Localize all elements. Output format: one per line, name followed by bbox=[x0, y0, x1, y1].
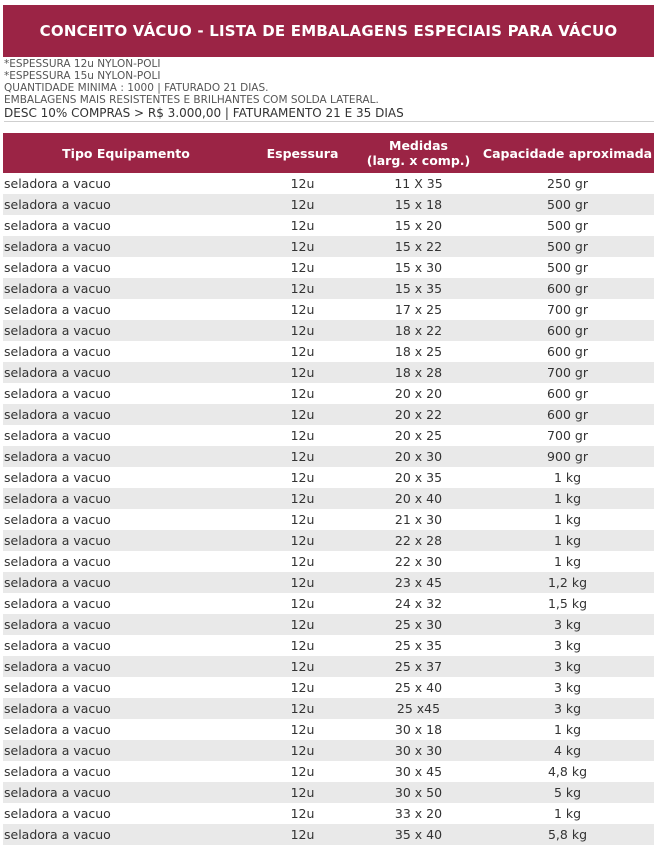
cell-equipment-type: seladora a vacuo bbox=[4, 239, 111, 254]
cell-thickness: 12u bbox=[290, 575, 315, 590]
table-row bbox=[3, 761, 654, 782]
cell-measures: 20 x 30 bbox=[394, 449, 443, 464]
cell-equipment-type: seladora a vacuo bbox=[4, 554, 111, 569]
cell-measures: 15 x 22 bbox=[394, 239, 443, 254]
cell-measures: 35 x 40 bbox=[394, 827, 443, 842]
cell-capacity: 1 kg bbox=[553, 512, 582, 527]
cell-measures: 20 x 25 bbox=[394, 428, 443, 443]
cell-measures: 18 x 25 bbox=[394, 344, 443, 359]
cell-measures: 11 X 35 bbox=[394, 176, 443, 191]
cell-thickness: 12u bbox=[290, 659, 315, 674]
cell-measures: 33 x 20 bbox=[394, 806, 443, 821]
cell-capacity: 1 kg bbox=[553, 554, 582, 569]
table-row bbox=[3, 404, 654, 425]
cell-capacity: 500 gr bbox=[547, 239, 588, 254]
table-row bbox=[3, 467, 654, 488]
cell-measures: 17 x 25 bbox=[394, 302, 443, 317]
header-thickness: Espessura bbox=[266, 145, 339, 161]
cell-equipment-type: seladora a vacuo bbox=[4, 575, 111, 590]
cell-thickness: 12u bbox=[290, 638, 315, 653]
table-row bbox=[3, 194, 654, 215]
cell-equipment-type: seladora a vacuo bbox=[4, 449, 111, 464]
table-row bbox=[3, 215, 654, 236]
cell-equipment-type: seladora a vacuo bbox=[4, 512, 111, 527]
cell-capacity: 1,2 kg bbox=[547, 575, 588, 590]
header-capacity: Capacidade aproximada bbox=[482, 145, 653, 161]
cell-thickness: 12u bbox=[290, 617, 315, 632]
cell-equipment-type: seladora a vacuo bbox=[4, 260, 111, 275]
cell-measures: 25 x 37 bbox=[394, 659, 443, 674]
table-row bbox=[3, 677, 654, 698]
cell-measures: 21 x 30 bbox=[394, 512, 443, 527]
cell-capacity: 600 gr bbox=[547, 281, 588, 296]
note-thickness-15: *ESPESSURA 15u NYLON-POLI bbox=[4, 70, 161, 82]
cell-capacity: 4 kg bbox=[553, 743, 582, 758]
cell-thickness: 12u bbox=[290, 785, 315, 800]
cell-capacity: 1 kg bbox=[553, 491, 582, 506]
cell-thickness: 12u bbox=[290, 722, 315, 737]
table-row bbox=[3, 740, 654, 761]
cell-equipment-type: seladora a vacuo bbox=[4, 680, 111, 695]
cell-thickness: 12u bbox=[290, 218, 315, 233]
cell-thickness: 12u bbox=[290, 491, 315, 506]
table-row bbox=[3, 425, 654, 446]
cell-thickness: 12u bbox=[290, 743, 315, 758]
cell-thickness: 12u bbox=[290, 533, 315, 548]
cell-thickness: 12u bbox=[290, 449, 315, 464]
cell-capacity: 600 gr bbox=[547, 323, 588, 338]
table-row bbox=[3, 593, 654, 614]
cell-thickness: 12u bbox=[290, 281, 315, 296]
cell-capacity: 900 gr bbox=[547, 449, 588, 464]
cell-equipment-type: seladora a vacuo bbox=[4, 365, 111, 380]
cell-capacity: 700 gr bbox=[547, 428, 588, 443]
cell-measures: 25 x45 bbox=[396, 701, 441, 716]
cell-capacity: 1,5 kg bbox=[547, 596, 588, 611]
cell-thickness: 12u bbox=[290, 197, 315, 212]
table-row bbox=[3, 530, 654, 551]
cell-capacity: 600 gr bbox=[547, 386, 588, 401]
cell-equipment-type: seladora a vacuo bbox=[4, 176, 111, 191]
cell-equipment-type: seladora a vacuo bbox=[4, 806, 111, 821]
cell-capacity: 600 gr bbox=[547, 407, 588, 422]
cell-capacity: 250 gr bbox=[547, 176, 588, 191]
cell-equipment-type: seladora a vacuo bbox=[4, 743, 111, 758]
cell-capacity: 700 gr bbox=[547, 365, 588, 380]
cell-equipment-type: seladora a vacuo bbox=[4, 281, 111, 296]
cell-measures: 24 x 32 bbox=[394, 596, 443, 611]
cell-thickness: 12u bbox=[290, 554, 315, 569]
header-equipment-type: Tipo Equipamento bbox=[62, 145, 190, 161]
cell-thickness: 12u bbox=[290, 512, 315, 527]
cell-capacity: 3 kg bbox=[553, 617, 582, 632]
cell-capacity: 500 gr bbox=[547, 197, 588, 212]
cell-measures: 30 x 30 bbox=[394, 743, 443, 758]
cell-measures: 30 x 18 bbox=[394, 722, 443, 737]
cell-measures: 30 x 50 bbox=[394, 785, 443, 800]
cell-equipment-type: seladora a vacuo bbox=[4, 428, 111, 443]
cell-capacity: 1 kg bbox=[553, 722, 582, 737]
cell-thickness: 12u bbox=[290, 596, 315, 611]
cell-capacity: 1 kg bbox=[553, 470, 582, 485]
cell-equipment-type: seladora a vacuo bbox=[4, 659, 111, 674]
table-row bbox=[3, 782, 654, 803]
table-row bbox=[3, 383, 654, 404]
cell-measures: 18 x 28 bbox=[394, 365, 443, 380]
cell-capacity: 5 kg bbox=[553, 785, 582, 800]
cell-measures: 18 x 22 bbox=[394, 323, 443, 338]
cell-thickness: 12u bbox=[290, 806, 315, 821]
cell-measures: 15 x 20 bbox=[394, 218, 443, 233]
cell-equipment-type: seladora a vacuo bbox=[4, 344, 111, 359]
table-body bbox=[3, 173, 654, 845]
cell-equipment-type: seladora a vacuo bbox=[4, 827, 111, 842]
table-row bbox=[3, 446, 654, 467]
note-packaging-features: EMBALAGENS MAIS RESISTENTES E BRILHANTES COM SOLDA LATERAL. bbox=[4, 94, 379, 106]
table-row bbox=[3, 719, 654, 740]
table-row bbox=[3, 362, 654, 383]
cell-measures: 20 x 20 bbox=[394, 386, 443, 401]
cell-equipment-type: seladora a vacuo bbox=[4, 701, 111, 716]
cell-capacity: 4,8 kg bbox=[547, 764, 588, 779]
cell-equipment-type: seladora a vacuo bbox=[4, 638, 111, 653]
cell-measures: 25 x 35 bbox=[394, 638, 443, 653]
cell-equipment-type: seladora a vacuo bbox=[4, 197, 111, 212]
table-row bbox=[3, 320, 654, 341]
cell-thickness: 12u bbox=[290, 323, 315, 338]
table-row bbox=[3, 299, 654, 320]
cell-measures: 22 x 28 bbox=[394, 533, 443, 548]
cell-capacity: 3 kg bbox=[553, 638, 582, 653]
cell-thickness: 12u bbox=[290, 386, 315, 401]
table-row bbox=[3, 551, 654, 572]
cell-thickness: 12u bbox=[290, 764, 315, 779]
cell-measures: 23 x 45 bbox=[394, 575, 443, 590]
table-row bbox=[3, 572, 654, 593]
note-discount: DESC 10% COMPRAS > R$ 3.000,00 | FATURAMENTO 21 E 35 DIAS bbox=[4, 106, 654, 122]
note-thickness-12: *ESPESSURA 12u NYLON-POLI bbox=[4, 58, 161, 70]
note-minimum-quantity: QUANTIDADE MINIMA : 1000 | FATURADO 21 DIAS. bbox=[4, 82, 269, 94]
table-row bbox=[3, 278, 654, 299]
cell-equipment-type: seladora a vacuo bbox=[4, 596, 111, 611]
cell-measures: 20 x 22 bbox=[394, 407, 443, 422]
cell-equipment-type: seladora a vacuo bbox=[4, 302, 111, 317]
cell-equipment-type: seladora a vacuo bbox=[4, 617, 111, 632]
cell-measures: 22 x 30 bbox=[394, 554, 443, 569]
cell-thickness: 12u bbox=[290, 827, 315, 842]
cell-equipment-type: seladora a vacuo bbox=[4, 407, 111, 422]
cell-measures: 15 x 30 bbox=[394, 260, 443, 275]
table-row bbox=[3, 614, 654, 635]
cell-thickness: 12u bbox=[290, 680, 315, 695]
cell-thickness: 12u bbox=[290, 428, 315, 443]
table-row bbox=[3, 236, 654, 257]
cell-capacity: 500 gr bbox=[547, 260, 588, 275]
cell-measures: 15 x 35 bbox=[394, 281, 443, 296]
cell-thickness: 12u bbox=[290, 176, 315, 191]
cell-thickness: 12u bbox=[290, 239, 315, 254]
cell-capacity: 700 gr bbox=[547, 302, 588, 317]
cell-capacity: 1 kg bbox=[553, 806, 582, 821]
cell-equipment-type: seladora a vacuo bbox=[4, 218, 111, 233]
table-row bbox=[3, 341, 654, 362]
notes-block bbox=[4, 58, 654, 122]
cell-equipment-type: seladora a vacuo bbox=[4, 386, 111, 401]
page-title: CONCEITO VÁCUO - LISTA DE EMBALAGENS ESPECIAIS PARA VÁCUO bbox=[39, 22, 618, 40]
cell-thickness: 12u bbox=[290, 407, 315, 422]
table-row bbox=[3, 635, 654, 656]
table-row bbox=[3, 488, 654, 509]
cell-capacity: 500 gr bbox=[547, 218, 588, 233]
table-row bbox=[3, 509, 654, 530]
cell-equipment-type: seladora a vacuo bbox=[4, 722, 111, 737]
cell-capacity: 1 kg bbox=[553, 533, 582, 548]
cell-equipment-type: seladora a vacuo bbox=[4, 491, 111, 506]
cell-thickness: 12u bbox=[290, 470, 315, 485]
cell-thickness: 12u bbox=[290, 302, 315, 317]
cell-equipment-type: seladora a vacuo bbox=[4, 764, 111, 779]
cell-measures: 20 x 35 bbox=[394, 470, 443, 485]
cell-capacity: 5,8 kg bbox=[547, 827, 588, 842]
cell-capacity: 600 gr bbox=[547, 344, 588, 359]
cell-measures: 30 x 45 bbox=[394, 764, 443, 779]
cell-thickness: 12u bbox=[290, 365, 315, 380]
cell-capacity: 3 kg bbox=[553, 659, 582, 674]
cell-equipment-type: seladora a vacuo bbox=[4, 323, 111, 338]
cell-equipment-type: seladora a vacuo bbox=[4, 533, 111, 548]
cell-measures: 25 x 40 bbox=[394, 680, 443, 695]
table-row bbox=[3, 698, 654, 719]
cell-measures: 15 x 18 bbox=[394, 197, 443, 212]
table-row bbox=[3, 803, 654, 824]
table-row bbox=[3, 824, 654, 845]
cell-equipment-type: seladora a vacuo bbox=[4, 470, 111, 485]
cell-capacity: 3 kg bbox=[553, 680, 582, 695]
cell-thickness: 12u bbox=[290, 701, 315, 716]
table-row bbox=[3, 257, 654, 278]
table-header bbox=[3, 133, 654, 173]
cell-equipment-type: seladora a vacuo bbox=[4, 785, 111, 800]
cell-measures: 20 x 40 bbox=[394, 491, 443, 506]
cell-thickness: 12u bbox=[290, 344, 315, 359]
header-measures: Medidas (larg. x comp.) bbox=[366, 138, 471, 168]
cell-thickness: 12u bbox=[290, 260, 315, 275]
table-row bbox=[3, 656, 654, 677]
table-row bbox=[3, 173, 654, 194]
cell-capacity: 3 kg bbox=[553, 701, 582, 716]
cell-measures: 25 x 30 bbox=[394, 617, 443, 632]
page-title-banner bbox=[3, 5, 654, 57]
